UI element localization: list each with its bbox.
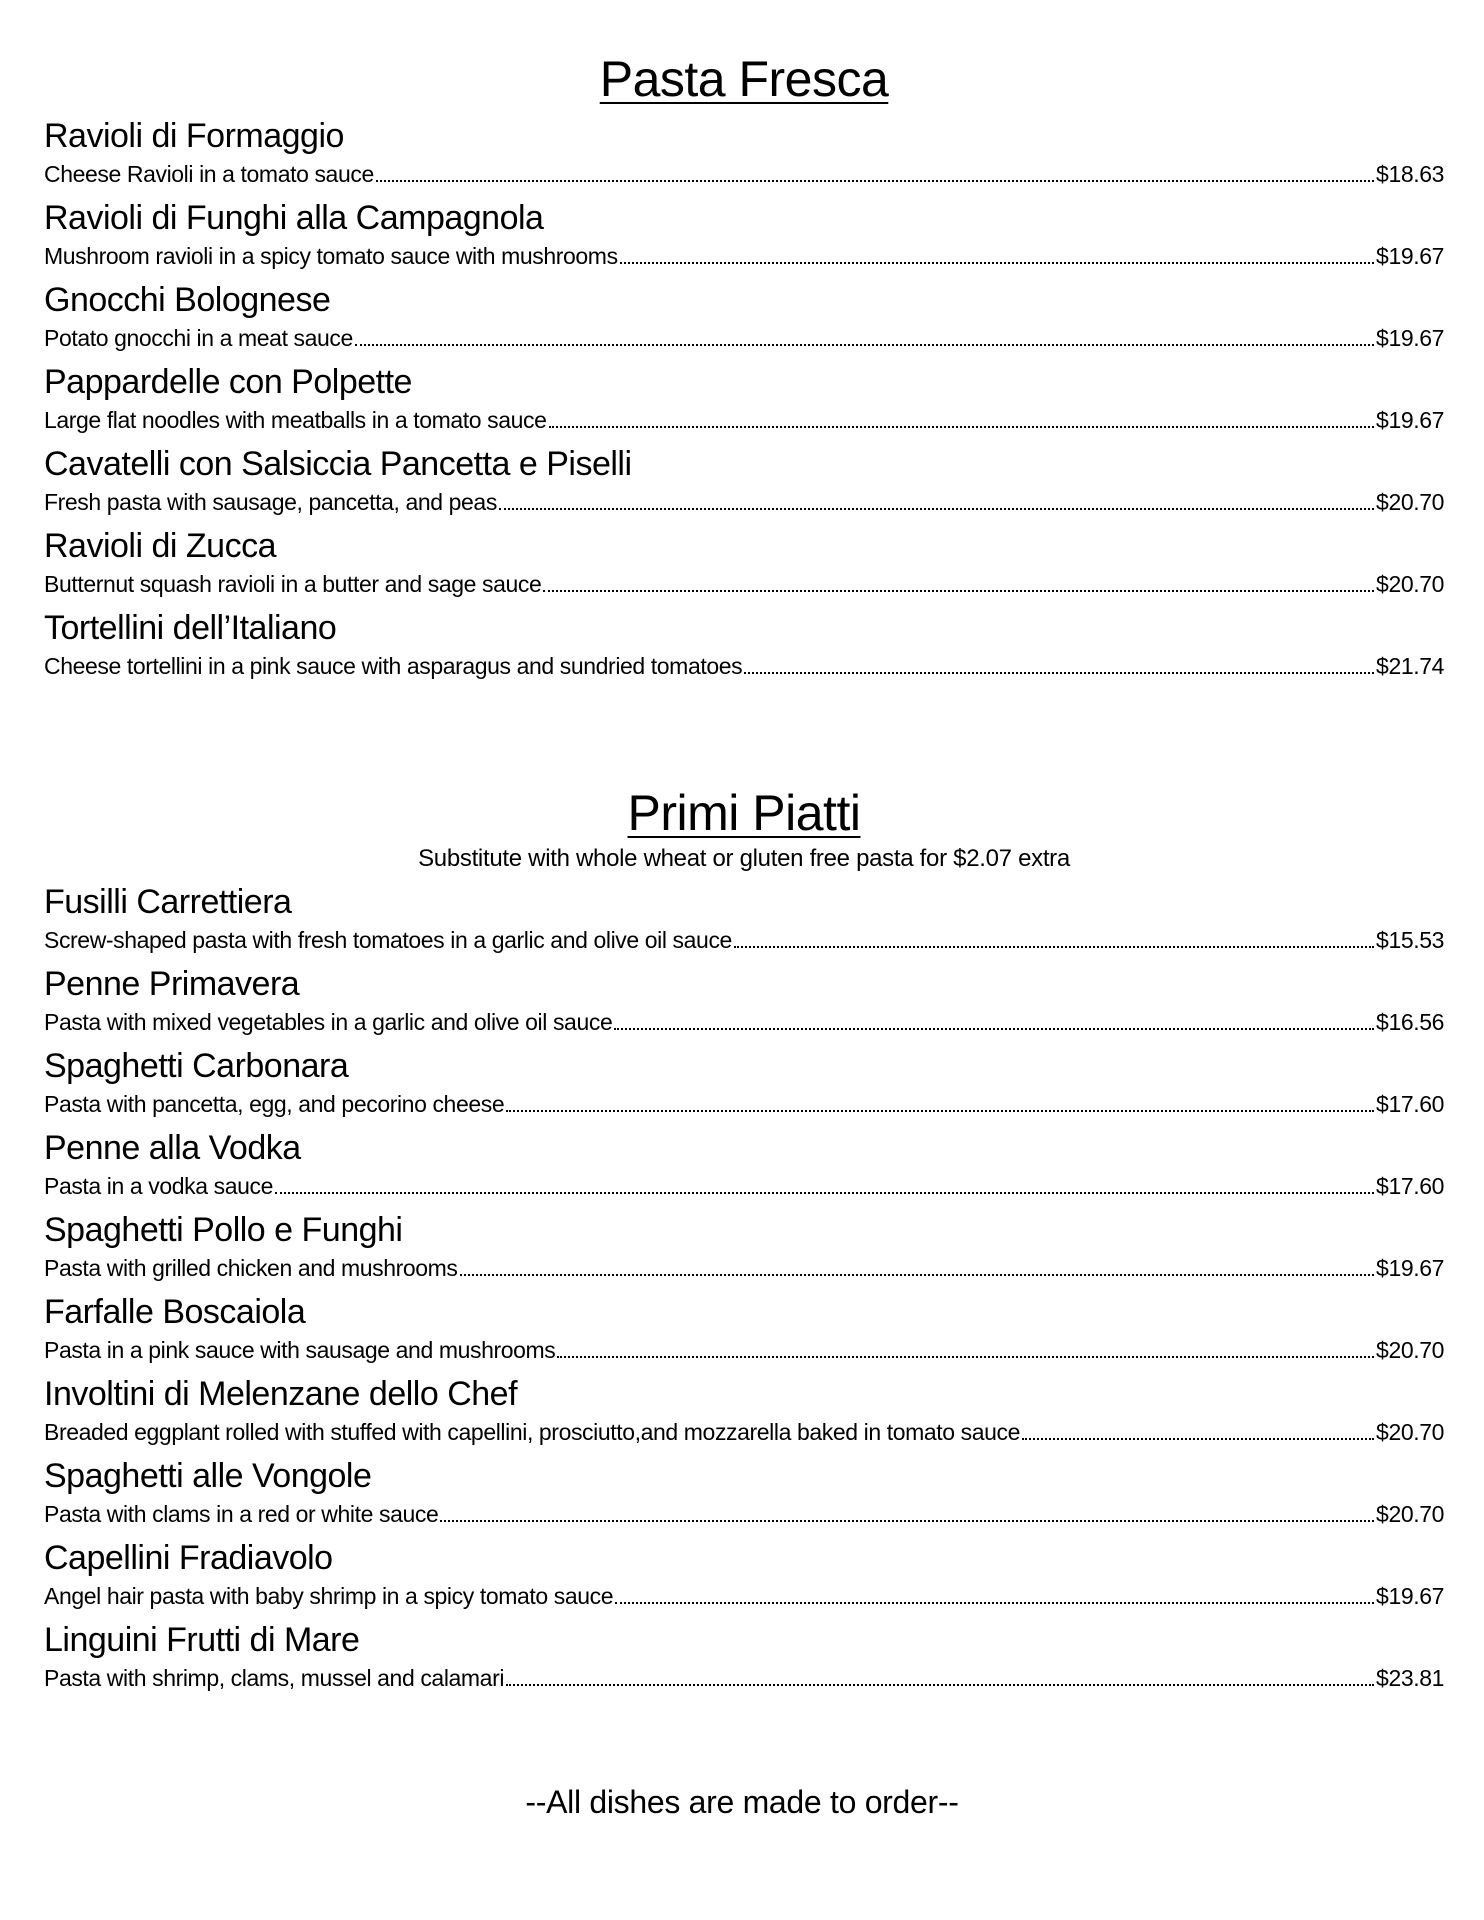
dotted-leader bbox=[734, 946, 1374, 948]
menu-item bbox=[44, 606, 1444, 688]
section-primi-piatti bbox=[44, 784, 1444, 1700]
menu-item-line bbox=[44, 240, 1444, 276]
menu-item-line bbox=[44, 322, 1444, 358]
menu-item-price: $20.70 bbox=[1376, 571, 1444, 597]
menu-item bbox=[44, 1454, 1444, 1536]
menu-item-line bbox=[44, 486, 1444, 522]
menu-item-description: Cheese tortellini in a pink sauce with asparagus and sundried tomatoes bbox=[44, 653, 743, 679]
menu-item-price: $20.70 bbox=[1376, 1419, 1444, 1445]
menu-item bbox=[44, 1618, 1444, 1700]
menu-item-description: Potato gnocchi in a meat sauce bbox=[44, 325, 353, 351]
menu-item-price: $20.70 bbox=[1376, 1337, 1444, 1363]
menu-item-line bbox=[44, 1416, 1444, 1452]
menu-item bbox=[44, 1208, 1444, 1290]
section-title-pasta-fresca: Pasta Fresca bbox=[599, 51, 889, 107]
menu-item-name: Capellini Fradiavolo bbox=[44, 1539, 333, 1577]
footer-note: --All dishes are made to order-- bbox=[525, 1784, 959, 1820]
menu-item-description: Cheese Ravioli in a tomato sauce bbox=[44, 161, 374, 187]
dotted-leader bbox=[376, 180, 1374, 182]
menu-item-line bbox=[44, 404, 1444, 440]
dotted-leader bbox=[620, 262, 1374, 264]
menu-item-price: $18.63 bbox=[1376, 161, 1444, 187]
menu-item-name: Ravioli di Funghi alla Campagnola bbox=[44, 199, 544, 237]
menu-item-price: $17.60 bbox=[1376, 1091, 1444, 1117]
dotted-leader bbox=[460, 1274, 1375, 1276]
dotted-leader bbox=[440, 1520, 1374, 1522]
menu-item-price: $19.67 bbox=[1376, 325, 1444, 351]
menu-item bbox=[44, 196, 1444, 278]
menu-item-line bbox=[44, 1006, 1444, 1042]
menu-item-line bbox=[44, 650, 1444, 686]
menu-item-name: Cavatelli con Salsiccia Pancetta e Piselli bbox=[44, 445, 632, 483]
menu-item bbox=[44, 524, 1444, 606]
menu-item-price: $21.74 bbox=[1376, 653, 1444, 679]
menu-item-line bbox=[44, 1252, 1444, 1288]
menu-item-price: $23.81 bbox=[1376, 1665, 1444, 1691]
dotted-leader bbox=[275, 1192, 1374, 1194]
menu-item bbox=[44, 1126, 1444, 1208]
menu-item-line bbox=[44, 1662, 1444, 1698]
menu-item-price: $19.67 bbox=[1376, 407, 1444, 433]
menu-item-name: Penne Primavera bbox=[44, 965, 300, 1003]
substitution-note: Substitute with whole wheat or gluten free pasta for $2.07 extra bbox=[418, 845, 1070, 872]
menu-item-line bbox=[44, 924, 1444, 960]
menu-item-line bbox=[44, 158, 1444, 194]
section-title-primi-piatti: Primi Piatti bbox=[627, 785, 861, 841]
menu-item bbox=[44, 1536, 1444, 1618]
pasta-fresca-list bbox=[44, 114, 1444, 688]
menu-item-description: Pasta in a pink sauce with sausage and mushrooms bbox=[44, 1337, 556, 1363]
dotted-leader bbox=[744, 672, 1374, 674]
menu-item-name: Ravioli di Zucca bbox=[44, 527, 276, 565]
dotted-leader bbox=[1022, 1438, 1374, 1440]
menu-item-price: $20.70 bbox=[1376, 1501, 1444, 1527]
menu-item-name: Gnocchi Bolognese bbox=[44, 281, 331, 319]
dotted-leader bbox=[543, 590, 1374, 592]
menu-item-price: $19.67 bbox=[1376, 243, 1444, 269]
menu-item-description: Pasta with pancetta, egg, and pecorino cheese bbox=[44, 1091, 505, 1117]
menu-item-name: Spaghetti Pollo e Funghi bbox=[44, 1211, 403, 1249]
menu-item bbox=[44, 1044, 1444, 1126]
menu-item bbox=[44, 442, 1444, 524]
menu-item-description: Pasta in a vodka sauce bbox=[44, 1173, 274, 1199]
section-pasta-fresca bbox=[44, 50, 1444, 688]
menu-item-line bbox=[44, 1334, 1444, 1370]
menu-item-name: Spaghetti alle Vongole bbox=[44, 1457, 372, 1495]
menu-item-description: Breaded eggplant rolled with stuffed with capellini, prosciutto,and mozzarella baked in tomato sauce bbox=[44, 1419, 1021, 1445]
menu-item-name: Fusilli Carrettiera bbox=[44, 883, 292, 921]
menu-item-price: $16.56 bbox=[1376, 1009, 1444, 1035]
menu-item-description: Pasta with clams in a red or white sauce bbox=[44, 1501, 439, 1527]
menu-item bbox=[44, 1290, 1444, 1372]
dotted-leader bbox=[549, 426, 1375, 428]
menu-item-description: Angel hair pasta with baby shrimp in a spicy tomato sauce bbox=[44, 1583, 614, 1609]
menu-item-line bbox=[44, 1088, 1444, 1124]
menu-item-name: Penne alla Vodka bbox=[44, 1129, 301, 1167]
dotted-leader bbox=[506, 1110, 1374, 1112]
menu-item-price: $19.67 bbox=[1376, 1583, 1444, 1609]
menu-item-description: Mushroom ravioli in a spicy tomato sauce with mushrooms bbox=[44, 243, 618, 269]
menu-item-description: Pasta with shrimp, clams, mussel and calamari bbox=[44, 1665, 505, 1691]
menu-item-name: Involtini di Melenzane dello Chef bbox=[44, 1375, 518, 1413]
menu-item-name: Pappardelle con Polpette bbox=[44, 363, 412, 401]
menu-item bbox=[44, 962, 1444, 1044]
menu-item-description: Pasta with mixed vegetables in a garlic and olive oil sauce bbox=[44, 1009, 613, 1035]
menu-item-line bbox=[44, 1498, 1444, 1534]
menu-item-price: $19.67 bbox=[1376, 1255, 1444, 1281]
menu-item-name: Linguini Frutti di Mare bbox=[44, 1621, 360, 1659]
menu-item-line bbox=[44, 568, 1444, 604]
menu-item-name: Spaghetti Carbonara bbox=[44, 1047, 349, 1085]
menu-item-price: $20.70 bbox=[1376, 489, 1444, 515]
dotted-leader bbox=[614, 1028, 1374, 1030]
menu-item-description: Large flat noodles with meatballs in a tomato sauce bbox=[44, 407, 547, 433]
menu-item bbox=[44, 880, 1444, 962]
menu-item bbox=[44, 1372, 1444, 1454]
dotted-leader bbox=[557, 1356, 1374, 1358]
menu-item-description: Pasta with grilled chicken and mushrooms bbox=[44, 1255, 458, 1281]
menu-item bbox=[44, 114, 1444, 196]
menu-item-price: $15.53 bbox=[1376, 927, 1444, 953]
menu-item-description: Butternut squash ravioli in a butter and sage sauce bbox=[44, 571, 542, 597]
menu-item bbox=[44, 360, 1444, 442]
dotted-leader bbox=[506, 1684, 1374, 1686]
dotted-leader bbox=[355, 344, 1374, 346]
dotted-leader bbox=[499, 508, 1374, 510]
menu-item-line bbox=[44, 1580, 1444, 1616]
menu-item-name: Tortellini dell’Italiano bbox=[44, 609, 337, 647]
menu-item bbox=[44, 278, 1444, 360]
menu-item-name: Ravioli di Formaggio bbox=[44, 117, 344, 155]
primi-piatti-list bbox=[44, 880, 1444, 1700]
menu-item-description: Screw-shaped pasta with fresh tomatoes in a garlic and olive oil sauce bbox=[44, 927, 732, 953]
dotted-leader bbox=[615, 1602, 1374, 1604]
menu-item-name: Farfalle Boscaiola bbox=[44, 1293, 306, 1331]
menu-item-price: $17.60 bbox=[1376, 1173, 1444, 1199]
menu-item-line bbox=[44, 1170, 1444, 1206]
menu-item-description: Fresh pasta with sausage, pancetta, and peas bbox=[44, 489, 497, 515]
